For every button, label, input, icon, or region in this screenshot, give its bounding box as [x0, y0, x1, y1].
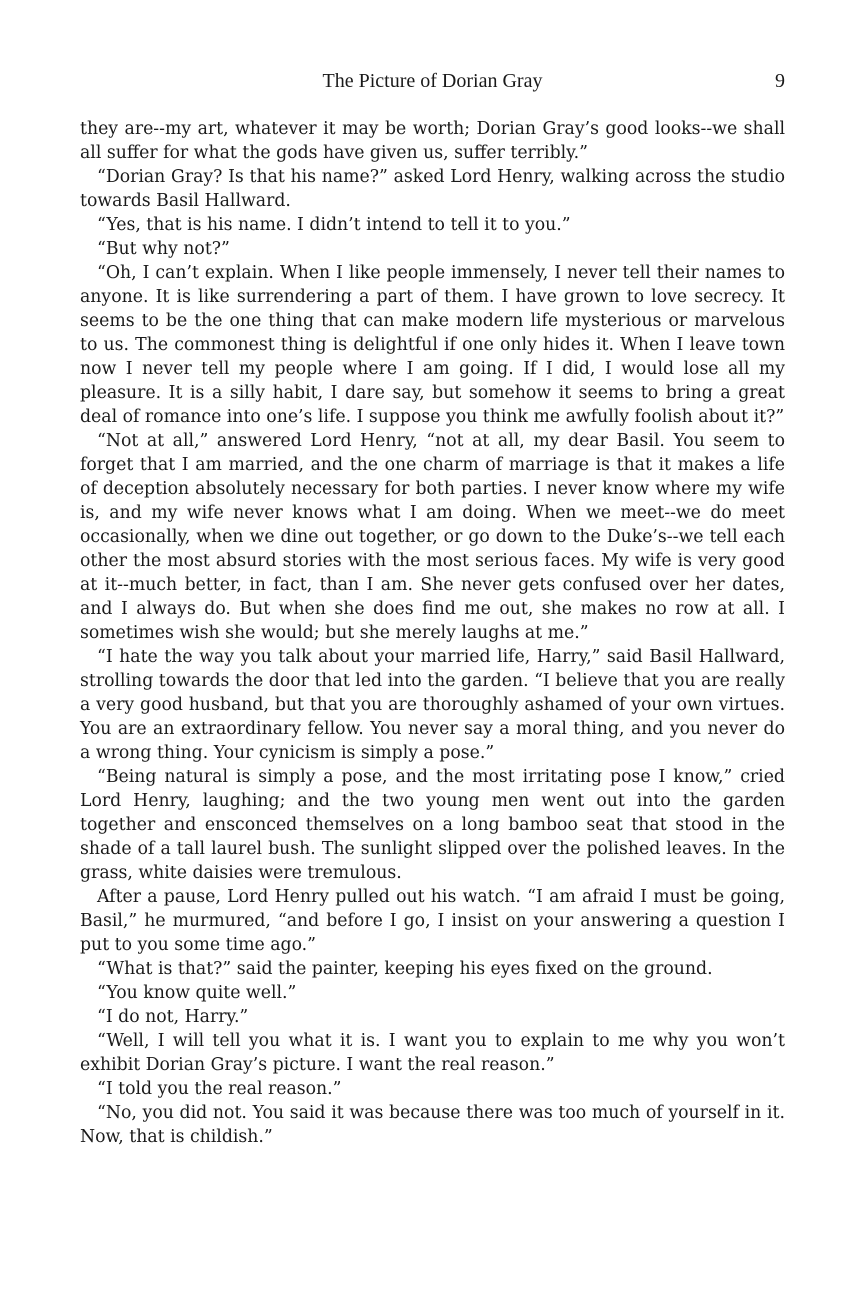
- paragraph: they are--my art, whatever it may be worth; Dorian Gray’s good looks--we shall all suffer for what the gods have given us, suffer terribly.”: [80, 119, 785, 163]
- paragraph: After a pause, Lord Henry pulled out his watch. “I am afraid I must be going, Basil,” he murmured, “and before I go, I insist on your answering a question I put to you some time ago.”: [80, 887, 785, 955]
- paragraph: “Yes, that is his name. I didn’t intend to tell it to you.”: [97, 215, 571, 235]
- paragraph: “Dorian Gray? Is that his name?” asked Lord Henry, walking across the studio towards Basil Hallward.: [80, 167, 785, 211]
- paragraph: “No, you did not. You said it was because there was too much of yourself in it. Now, that is childish.”: [80, 1103, 785, 1147]
- body-text: [80, 117, 785, 1149]
- paragraph: “Not at all,” answered Lord Henry, “not at all, my dear Basil. You seem to forget that I am married, and the one charm of marriage is that it makes a life of deception absolutely necessary for both parties. I never know where my wife is, and my wife never knows what I am doing. When we meet--we do meet occasionally, when we dine out together, or go down to the Duke’s--we tell each other the most absurd stories with the most serious faces. My wife is very good at it--much better, in fact, than I am. She never gets confused over her dates, and I always do. But when she does find me out, she makes no row at all. I sometimes wish she would; but she merely laughs at me.”: [80, 431, 785, 643]
- page-number: 9: [775, 70, 785, 92]
- paragraph: “Well, I will tell you what it is. I want you to explain to me why you won’t exhibit Dorian Gray’s picture. I want the real reason.”: [80, 1031, 785, 1075]
- running-head: [80, 68, 785, 94]
- paragraph: “I told you the real reason.”: [97, 1079, 342, 1099]
- paragraph: “You know quite well.”: [97, 983, 297, 1003]
- paragraph: “I hate the way you talk about your married life, Harry,” said Basil Hallward, strolling towards the door that led into the garden. “I believe that you are really a very good husband, but that you are thoroughly ashamed of your own virtues. You are an extraordinary fellow. You never say a moral thing, and you never do a wrong thing. Your cynicism is simply a pose.”: [80, 647, 785, 763]
- paragraph: “But why not?”: [97, 239, 230, 259]
- paragraph: “I do not, Harry.”: [97, 1007, 249, 1027]
- paragraph: “Being natural is simply a pose, and the most irritating pose I know,” cried Lord Henry, laughing; and the two young men went out into the garden together and ensconced themselves on a long bamboo seat that stood in the shade of a tall laurel bush. The sunlight slipped over the polished leaves. In the grass, white daisies were tremulous.: [80, 767, 785, 883]
- book-title: The Picture of Dorian Gray: [322, 70, 543, 92]
- paragraph: “What is that?” said the painter, keeping his eyes fixed on the ground.: [97, 959, 713, 979]
- paragraph: “Oh, I can’t explain. When I like people immensely, I never tell their names to anyone. It is like surrendering a part of them. I have grown to love secrecy. It seems to be the one thing that can make modern life mysterious or marvelous to us. The commonest thing is delightful if one only hides it. When I leave town now I never tell my people where I am going. If I did, I would lose all my pleasure. It is a silly habit, I dare say, but somehow it seems to bring a great deal of romance into one’s life. I suppose you think me awfully foolish about it?”: [80, 263, 785, 427]
